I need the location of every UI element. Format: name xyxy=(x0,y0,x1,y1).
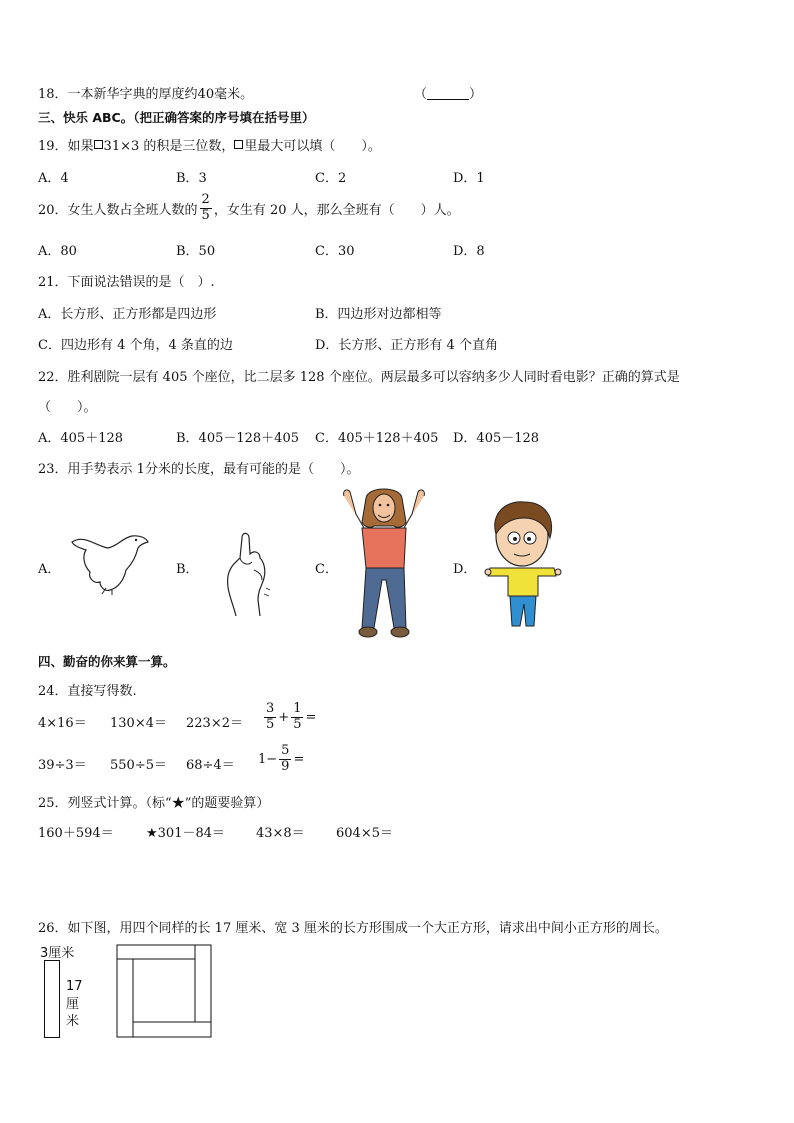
woman-arms-raised-icon xyxy=(334,488,434,640)
box-placeholder-icon xyxy=(234,140,243,149)
question-21: 21．下面说法错误的是（ ）. xyxy=(38,275,215,290)
q25-item-1: 160＋594＝ xyxy=(38,826,114,841)
small-rectangle xyxy=(44,960,60,1038)
question-25: 25．列竖式计算。（标“★”的题要验算） xyxy=(38,796,270,811)
question-20: 20．女生人数占全班人数的 $\frac{2}{5}$ ，女生有 20 人，那么全班有（ ）人。 xyxy=(38,192,460,223)
hand-shadow-bird-icon xyxy=(66,526,156,596)
q22-option-a[interactable]: A．405＋128 xyxy=(38,431,124,446)
q18-answer-blank[interactable] xyxy=(427,87,469,100)
section-4-title: 四、勤奋的你来算一算。 xyxy=(38,654,176,669)
q21-option-b[interactable]: B．四边形对边都相等 xyxy=(315,307,442,322)
length-label: 17 厘 米 xyxy=(66,979,83,1030)
q20-option-b[interactable]: B．50 xyxy=(176,244,216,259)
question-18 xyxy=(38,83,253,102)
q22-option-d[interactable]: D．405－128 xyxy=(453,431,540,446)
section-3-title: 三、快乐 ABC。（把正确答案的序号填在括号里） xyxy=(38,110,315,125)
box-placeholder-icon xyxy=(94,140,103,149)
question-23: 23．用手势表示 1分米的长度，最有可能的是（ ）。 xyxy=(38,462,360,477)
q23-option-b[interactable]: B． xyxy=(176,562,199,577)
q25-item-2: ★301－84＝ xyxy=(146,826,226,841)
q21-option-a[interactable]: A．长方形、正方形都是四边形 xyxy=(38,307,217,322)
question-26: 26．如下图，用四个同样的长 17 厘米、宽 3 厘米的长方形围成一个大正方形，请求出中间小正方形的周长。 xyxy=(38,921,668,936)
q24-row1-item-2: 130×4＝ xyxy=(110,716,167,731)
q24-row2-item-1: 39÷3＝ xyxy=(38,758,87,773)
pinching-hand-icon xyxy=(214,528,274,618)
q24-row2-item-3: 68÷4＝ xyxy=(186,758,235,773)
q19-option-c[interactable]: C．2 xyxy=(315,171,347,186)
q18-text: 18．一本新华字典的厚度约40毫米。 xyxy=(38,87,254,102)
q24-row2-fraction-expr: 1− $\frac{5}{9}$ = xyxy=(258,743,305,774)
q20-option-c[interactable]: C．30 xyxy=(315,244,355,259)
q23-option-c[interactable]: C． xyxy=(315,562,338,577)
q19-option-b[interactable]: B．3 xyxy=(176,171,207,186)
four-rectangles-square-diagram xyxy=(116,944,212,1038)
question-22: 22．胜利剧院一层有 405 个座位，比二层多 128 个座位。两层最多可以容纳多少人同时看电影？正确的算式是 xyxy=(38,370,680,385)
q21-option-d[interactable]: D．长方形、正方形有 4 个直角 xyxy=(315,338,498,353)
q24-row1-item-1: 4×16＝ xyxy=(38,716,87,731)
q22-option-c[interactable]: C．405＋128＋405 xyxy=(315,431,439,446)
question-24: 24．直接写得数. xyxy=(38,684,137,699)
width-label: 3厘米 xyxy=(40,946,75,961)
question-19: 19．如果 31×3 的积是三位数， 里最大可以填（ ）。 xyxy=(38,139,381,154)
q25-item-4: 604×5＝ xyxy=(336,826,393,841)
q19-option-d[interactable]: D．1 xyxy=(453,171,485,186)
q20-fraction: $\frac{2}{5}$ xyxy=(201,192,210,223)
q20-option-d[interactable]: D．8 xyxy=(453,244,485,259)
q24-row2-item-2: 550÷5＝ xyxy=(110,758,167,773)
q22-option-b[interactable]: B．405－128＋405 xyxy=(176,431,299,446)
q22-answer-paren: （ ）。 xyxy=(38,400,97,415)
q24-row1-fraction-expr: $\frac{3}{5}$ + $\frac{1}{5}$ = xyxy=(266,701,317,732)
q19-option-a[interactable]: A．4 xyxy=(38,171,69,186)
boy-arms-out-icon xyxy=(484,500,564,628)
q24-row1-item-3: 223×2＝ xyxy=(186,716,243,731)
q25-item-3: 43×8＝ xyxy=(256,826,305,841)
q23-option-a[interactable]: A． xyxy=(38,562,61,577)
q18-answer-paren: （ ） xyxy=(414,87,483,102)
q21-option-c[interactable]: C．四边形有 4 个角，4 条直的边 xyxy=(38,338,233,353)
q20-option-a[interactable]: A．80 xyxy=(38,244,77,259)
q23-option-d[interactable]: D． xyxy=(453,562,477,577)
